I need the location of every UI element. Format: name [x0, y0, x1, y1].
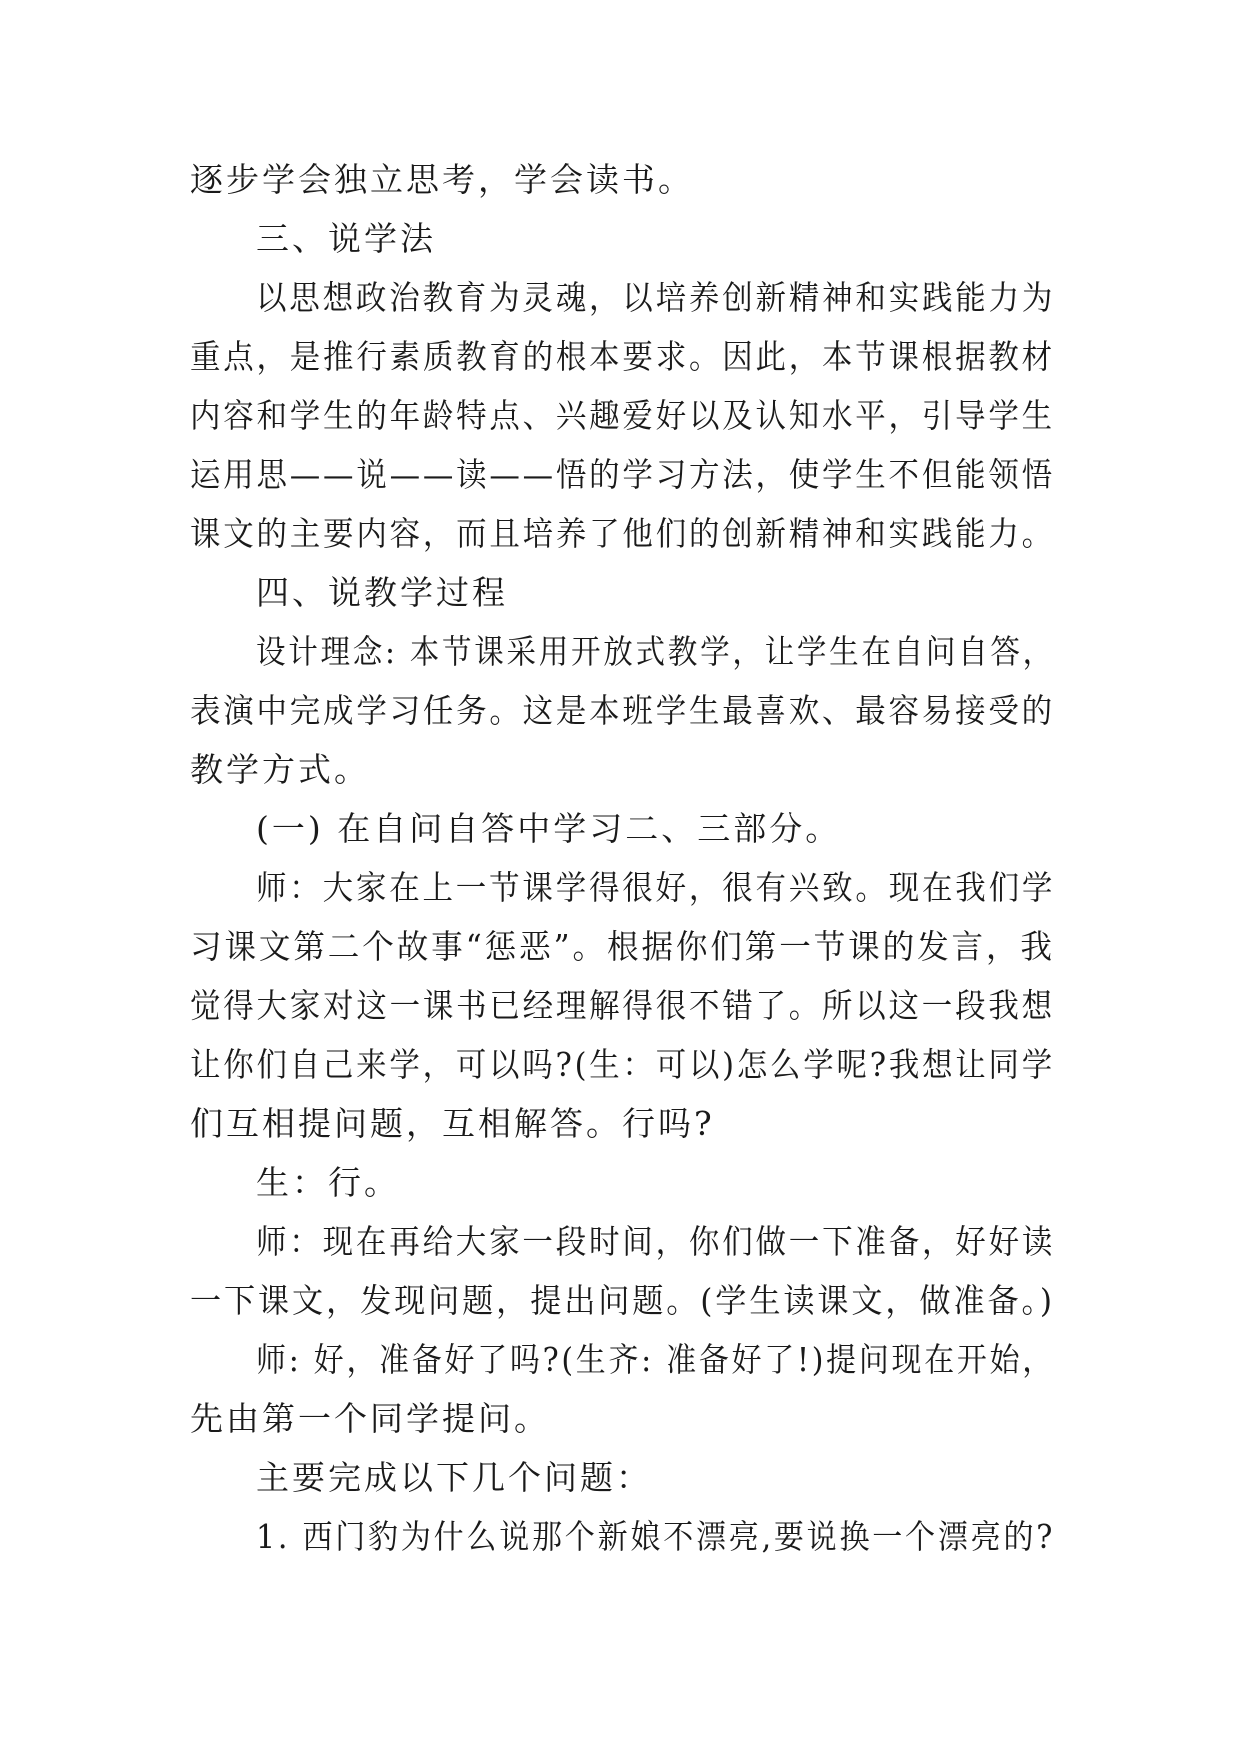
text-line: 师：现在再给大家一段时间，你们做一下准备，好好读 [256, 1222, 1056, 1261]
text-line: 以思想政治教育为灵魂，以培养创新精神和实践能力为 [256, 278, 1056, 317]
text-line: 习课文第二个故事“惩恶”。根据你们第一节课的发言，我 [190, 927, 1055, 966]
text-line: 1. 西门豹为什么说那个新娘不漂亮,要说换一个漂亮的? [256, 1517, 1056, 1556]
text-line: 课文的主要内容，而且培养了他们的创新精神和实践能力。 [190, 514, 1055, 553]
subsection-heading: (一) 在自问自答中学习二、三部分。 [256, 809, 842, 848]
text-line: 师：大家在上一节课学得很好，很有兴致。现在我们学 [256, 868, 1056, 907]
text-line: 运用思——说——读——悟的学习方法，使学生不但能领悟 [190, 455, 1055, 494]
section-heading: 三、说学法 [256, 219, 436, 258]
text-line: 设计理念: 本节课采用开放式教学，让学生在自问自答， [256, 632, 1055, 671]
text-line: 内容和学生的年龄特点、兴趣爱好以及认知水平，引导学生 [190, 396, 1055, 435]
text-line: 重点，是推行素质教育的根本要求。因此，本节课根据教材 [190, 337, 1055, 376]
text-line: 教学方式。 [190, 750, 370, 789]
text-line: 师: 好，准备好了吗?(生齐: 准备好了!)提问现在开始， [256, 1340, 1055, 1379]
text-line: 表演中完成学习任务。这是本班学生最喜欢、最容易接受的 [190, 691, 1055, 730]
text-line: 让你们自己来学，可以吗?(生：可以)怎么学呢?我想让同学 [190, 1045, 1055, 1084]
text-line: 一下课文，发现问题，提出问题。(学生读课文，做准备。) [190, 1281, 1055, 1320]
text-line: 生：行。 [256, 1163, 400, 1202]
text-line: 们互相提问题，互相解答。行吗? [190, 1104, 715, 1143]
text-line: 主要完成以下几个问题： [256, 1458, 652, 1497]
section-heading: 四、说教学过程 [256, 573, 508, 612]
text-line: 先由第一个同学提问。 [190, 1399, 550, 1438]
text-line: 觉得大家对这一课书已经理解得很不错了。所以这一段我想 [190, 986, 1055, 1025]
text-line: 逐步学会独立思考，学会读书。 [190, 160, 694, 199]
